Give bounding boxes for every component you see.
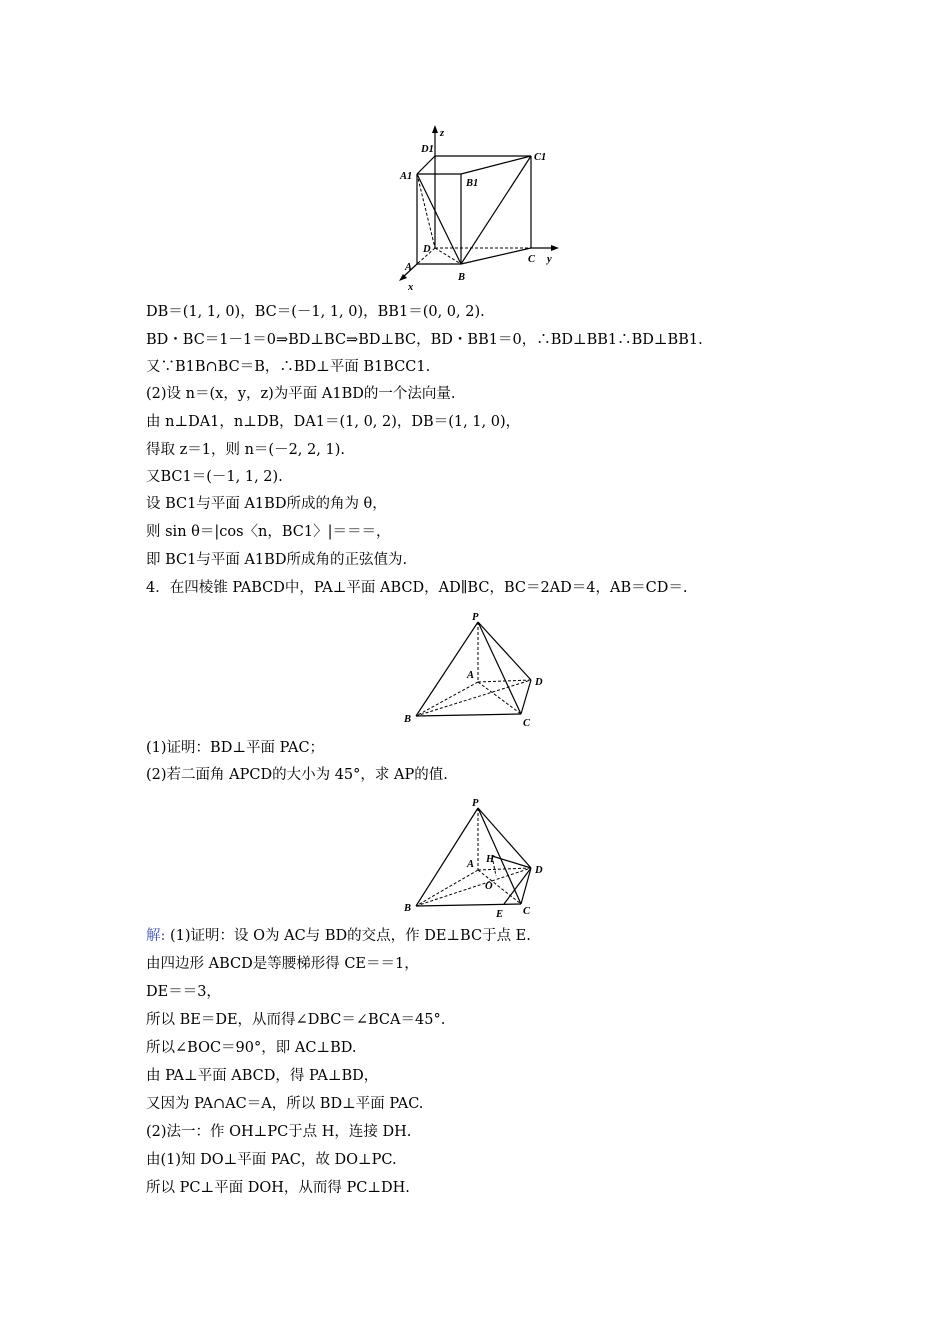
- label-a: A: [467, 859, 475, 870]
- text-line: 所以 BE＝DE，从而得∠DBC＝∠BCA＝45°.: [146, 1012, 446, 1028]
- text-line: 又∵B1B∩BC＝B，∴BD⊥平面 B1BCC1.: [146, 359, 431, 375]
- text-line: 由 PA⊥平面 ABCD，得 PA⊥BD，: [146, 1068, 379, 1084]
- text-line: 所以 PC⊥平面 DOH，从而得 PC⊥DH.: [146, 1180, 410, 1196]
- text-line: 得取 z＝1，则 n＝(－2, 2, 1).: [146, 442, 345, 458]
- text-line: (2)法一：作 OH⊥PC于点 H，连接 DH.: [146, 1124, 412, 1140]
- label-x: x: [408, 282, 414, 292]
- text-line: DE＝＝3，: [146, 984, 221, 1000]
- figure-pyramid: [400, 608, 560, 730]
- label-b1: B1: [466, 178, 479, 189]
- label-b: B: [404, 714, 412, 725]
- text-line: 由 n⊥DA1，n⊥DB，DA1＝(1, 0, 2)，DB＝(1, 1, 0)，: [146, 414, 521, 430]
- label-d: D: [535, 677, 543, 688]
- label-e: E: [496, 909, 504, 920]
- label-b: B: [404, 903, 412, 914]
- label-b: B: [458, 272, 466, 283]
- text-line: 又因为 PA∩AC＝A，所以 BD⊥平面 PAC.: [146, 1096, 424, 1112]
- label-p: P: [472, 798, 479, 809]
- solution-label: 解:: [146, 928, 166, 944]
- label-d: D: [535, 865, 543, 876]
- text-line: DB＝(1, 1, 0)，BC＝(－1, 1, 0)，BB1＝(0, 0, 2).: [146, 304, 485, 320]
- text-line: BD・BC＝1－1＝0⇒BD⊥BC⇒BD⊥BC，BD・BB1＝0，∴BD⊥BB1∴BD⊥BB1.: [146, 332, 703, 348]
- question-2: (2)若二面角 APCD的大小为 45°，求 AP的值.: [146, 767, 448, 783]
- text-line: (2)设 n＝(x，y，z)为平面 A1BD的一个法向量.: [146, 386, 456, 402]
- label-a: A: [467, 670, 475, 681]
- label-z: z: [440, 128, 445, 139]
- text-line: 所以∠BOC＝90°，即 AC⊥BD.: [146, 1040, 357, 1056]
- problem-4-statement: 4．在四棱锥 PABCD中，PA⊥平面 ABCD，AD∥BC，BC＝2AD＝4，AB＝CD＝.: [146, 580, 688, 596]
- label-c: C: [523, 906, 531, 917]
- label-o: O: [485, 881, 493, 892]
- text-line: 则 sin θ＝|cos〈n，BC1〉|＝＝＝，: [146, 524, 391, 540]
- label-c: C: [528, 254, 536, 265]
- label-y: y: [547, 254, 552, 265]
- question-1: (1)证明：BD⊥平面 PAC；: [146, 740, 325, 756]
- label-a: A: [405, 262, 413, 273]
- label-d1: D1: [421, 144, 434, 155]
- label-c: C: [523, 718, 531, 729]
- label-d: D: [423, 244, 431, 255]
- figure-prism: [396, 122, 566, 292]
- label-h: H: [486, 854, 495, 865]
- label-c1: C1: [534, 152, 547, 163]
- text-line: 由四边形 ABCD是等腰梯形得 CE＝＝1，: [146, 956, 419, 972]
- label-a1: A1: [400, 171, 413, 182]
- text-line: 即 BC1与平面 A1BD所成角的正弦值为.: [146, 552, 408, 568]
- text-line: 由(1)知 DO⊥平面 PAC，故 DO⊥PC.: [146, 1152, 397, 1168]
- solution-text: (1)证明：设 O为 AC与 BD的交点，作 DE⊥BC于点 E.: [170, 928, 531, 944]
- label-p: P: [472, 612, 479, 623]
- text-line: 设 BC1与平面 A1BD所成的角为 θ，: [146, 496, 387, 512]
- figure-pyramid-construction: [400, 796, 560, 920]
- text-line: 又BC1＝(－1, 1, 2).: [146, 469, 283, 485]
- solution-line: [146, 926, 531, 946]
